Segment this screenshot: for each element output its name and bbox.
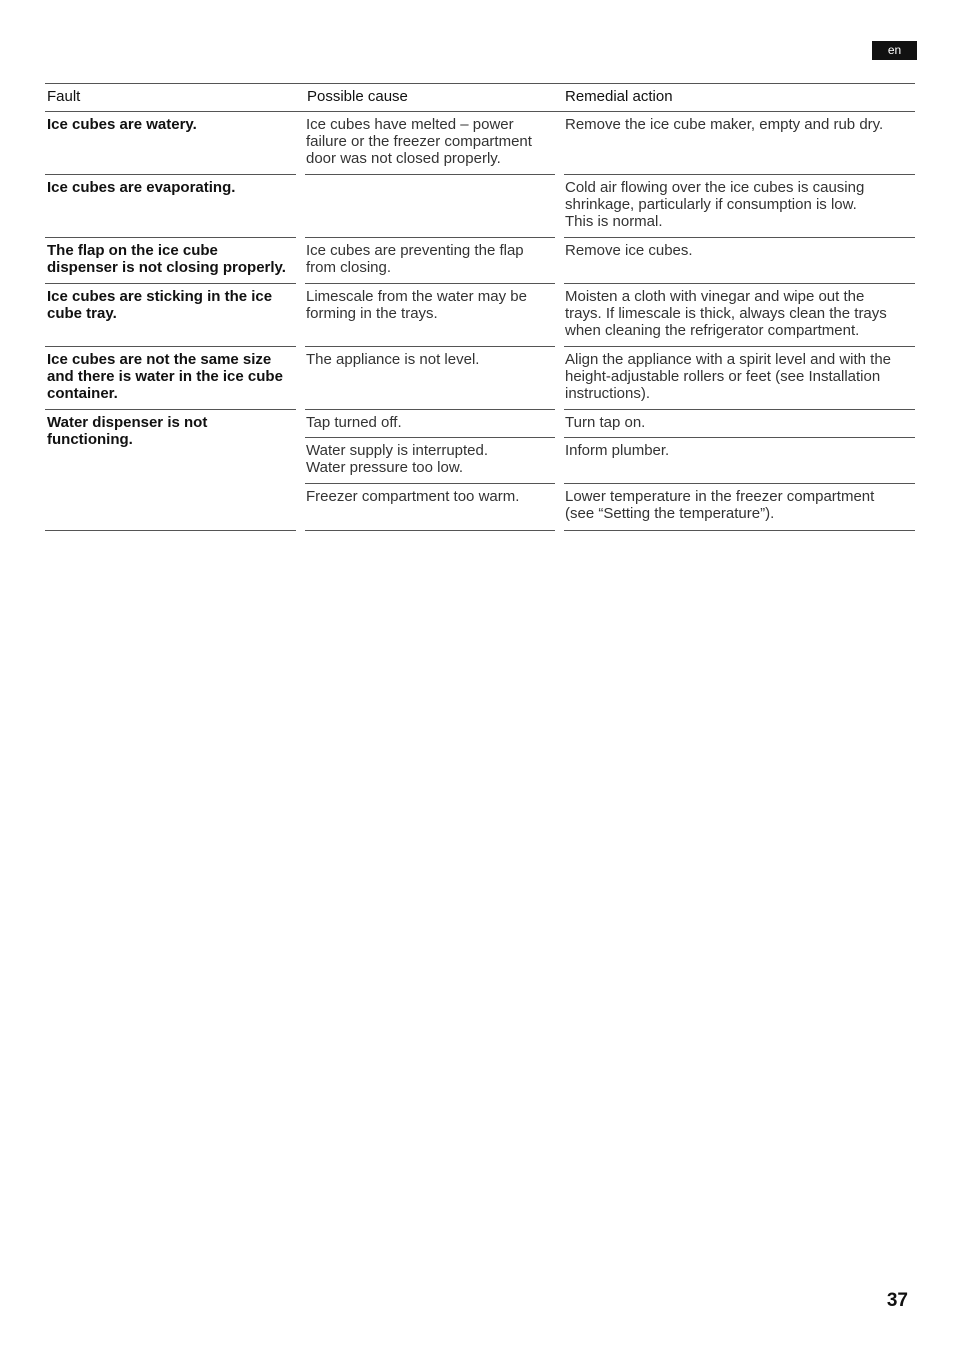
language-badge: en xyxy=(872,41,917,60)
cause-cell-line: Ice cubes have melted – power xyxy=(306,116,514,133)
cause-action-pair xyxy=(305,112,915,175)
cause-cell xyxy=(305,112,555,175)
cause-action-pair xyxy=(305,438,915,484)
fault-cell-line: container. xyxy=(47,385,118,402)
header-action: Remedial action xyxy=(565,88,673,105)
action-cell-line: Remove ice cubes. xyxy=(565,242,693,259)
action-cell-line: Inform plumber. xyxy=(565,442,670,459)
cause-cell-line: from closing. xyxy=(306,259,392,276)
cause-cell-line: Freezer compartment too warm. xyxy=(306,488,520,505)
action-cell-line: shrinkage, particularly if consumption is low. xyxy=(565,196,857,213)
cause-action-pair xyxy=(305,347,915,410)
table-header xyxy=(45,84,915,112)
cause-cell-line: Water pressure too low. xyxy=(306,459,464,476)
cause-cell xyxy=(305,284,555,347)
cause-cell-line: forming in the trays. xyxy=(306,305,438,322)
action-cell xyxy=(564,238,915,284)
action-cell xyxy=(564,484,915,531)
fault-cell-line: Ice cubes are evaporating. xyxy=(47,179,236,196)
action-cell-line: Remove the ice cube maker, empty and rub dry. xyxy=(565,116,884,133)
action-cell-line: Align the appliance with a spirit level and with the xyxy=(565,351,892,368)
action-cell xyxy=(564,347,915,410)
action-cell-line: (see “Setting the temperature”). xyxy=(565,505,775,522)
fault-cell-line: Water dispenser is not xyxy=(47,414,208,431)
fault-cell-line: Ice cubes are watery. xyxy=(47,116,197,133)
fault-cell-line: functioning. xyxy=(47,431,133,448)
action-cell-line: Moisten a cloth with vinegar and wipe out the xyxy=(565,288,865,305)
action-cell-line: trays. If limescale is thick, always clean the trays xyxy=(565,305,887,322)
cause-action-pair xyxy=(305,175,915,238)
action-cell xyxy=(564,438,915,484)
cause-cell-line: failure or the freezer compartment xyxy=(306,133,532,150)
action-cell-line: Cold air flowing over the ice cubes is causing xyxy=(565,179,865,196)
fault-cell-line: The flap on the ice cube xyxy=(47,242,218,259)
cause-cell xyxy=(305,347,555,410)
troubleshooting-table xyxy=(45,83,915,531)
cause-cell-line: Tap turned off. xyxy=(306,414,402,431)
page-number: 37 xyxy=(886,1290,908,1311)
fault-cell xyxy=(45,347,296,410)
fault-cell xyxy=(45,410,296,531)
cause-cell-line: door was not closed properly. xyxy=(306,150,501,167)
action-cell xyxy=(564,175,915,238)
table-row xyxy=(45,284,915,347)
action-cell-line: instructions). xyxy=(565,385,651,402)
fault-cell xyxy=(45,238,296,284)
cause-cell-line: Limescale from the water may be xyxy=(306,288,527,305)
cause-cell-line: Water supply is interrupted. xyxy=(306,442,489,459)
fault-cell-line: and there is water in the ice cube xyxy=(47,368,283,385)
action-cell-line: Lower temperature in the freezer compartment xyxy=(565,488,875,505)
action-cell xyxy=(564,284,915,347)
fault-cell xyxy=(45,112,296,175)
fault-cell-line: Ice cubes are not the same size xyxy=(47,351,272,368)
action-cell xyxy=(564,112,915,175)
header-cause: Possible cause xyxy=(307,88,408,105)
cause-cell xyxy=(305,238,555,284)
cause-cell xyxy=(305,175,555,238)
header-fault: Fault xyxy=(47,88,81,105)
cause-cell xyxy=(305,484,555,531)
cause-cell-line: Ice cubes are preventing the flap xyxy=(306,242,524,259)
cause-action-pair xyxy=(305,284,915,347)
table-row xyxy=(45,112,915,175)
fault-cell-line: Ice cubes are sticking in the ice xyxy=(47,288,273,305)
fault-cell-line: cube tray. xyxy=(47,305,117,322)
fault-cell-line: dispenser is not closing properly. xyxy=(47,259,286,276)
cause-cell xyxy=(305,410,555,438)
action-cell-line: when cleaning the refrigerator compartment. xyxy=(565,322,860,339)
cause-cell xyxy=(305,438,555,484)
action-cell-line: Turn tap on. xyxy=(565,414,646,431)
cause-action-pair xyxy=(305,238,915,284)
table-row xyxy=(45,347,915,410)
fault-cell xyxy=(45,175,296,238)
cause-action-pair xyxy=(305,410,915,438)
fault-cell xyxy=(45,284,296,347)
action-cell xyxy=(564,410,915,438)
action-cell-line: height-adjustable rollers or feet (see Installation xyxy=(565,368,881,385)
cause-cell-line: The appliance is not level. xyxy=(306,351,480,368)
cause-action-pair xyxy=(305,484,915,531)
action-cell-line: This is normal. xyxy=(565,213,663,230)
table-row xyxy=(45,410,915,531)
table-row xyxy=(45,238,915,284)
table-row xyxy=(45,175,915,238)
